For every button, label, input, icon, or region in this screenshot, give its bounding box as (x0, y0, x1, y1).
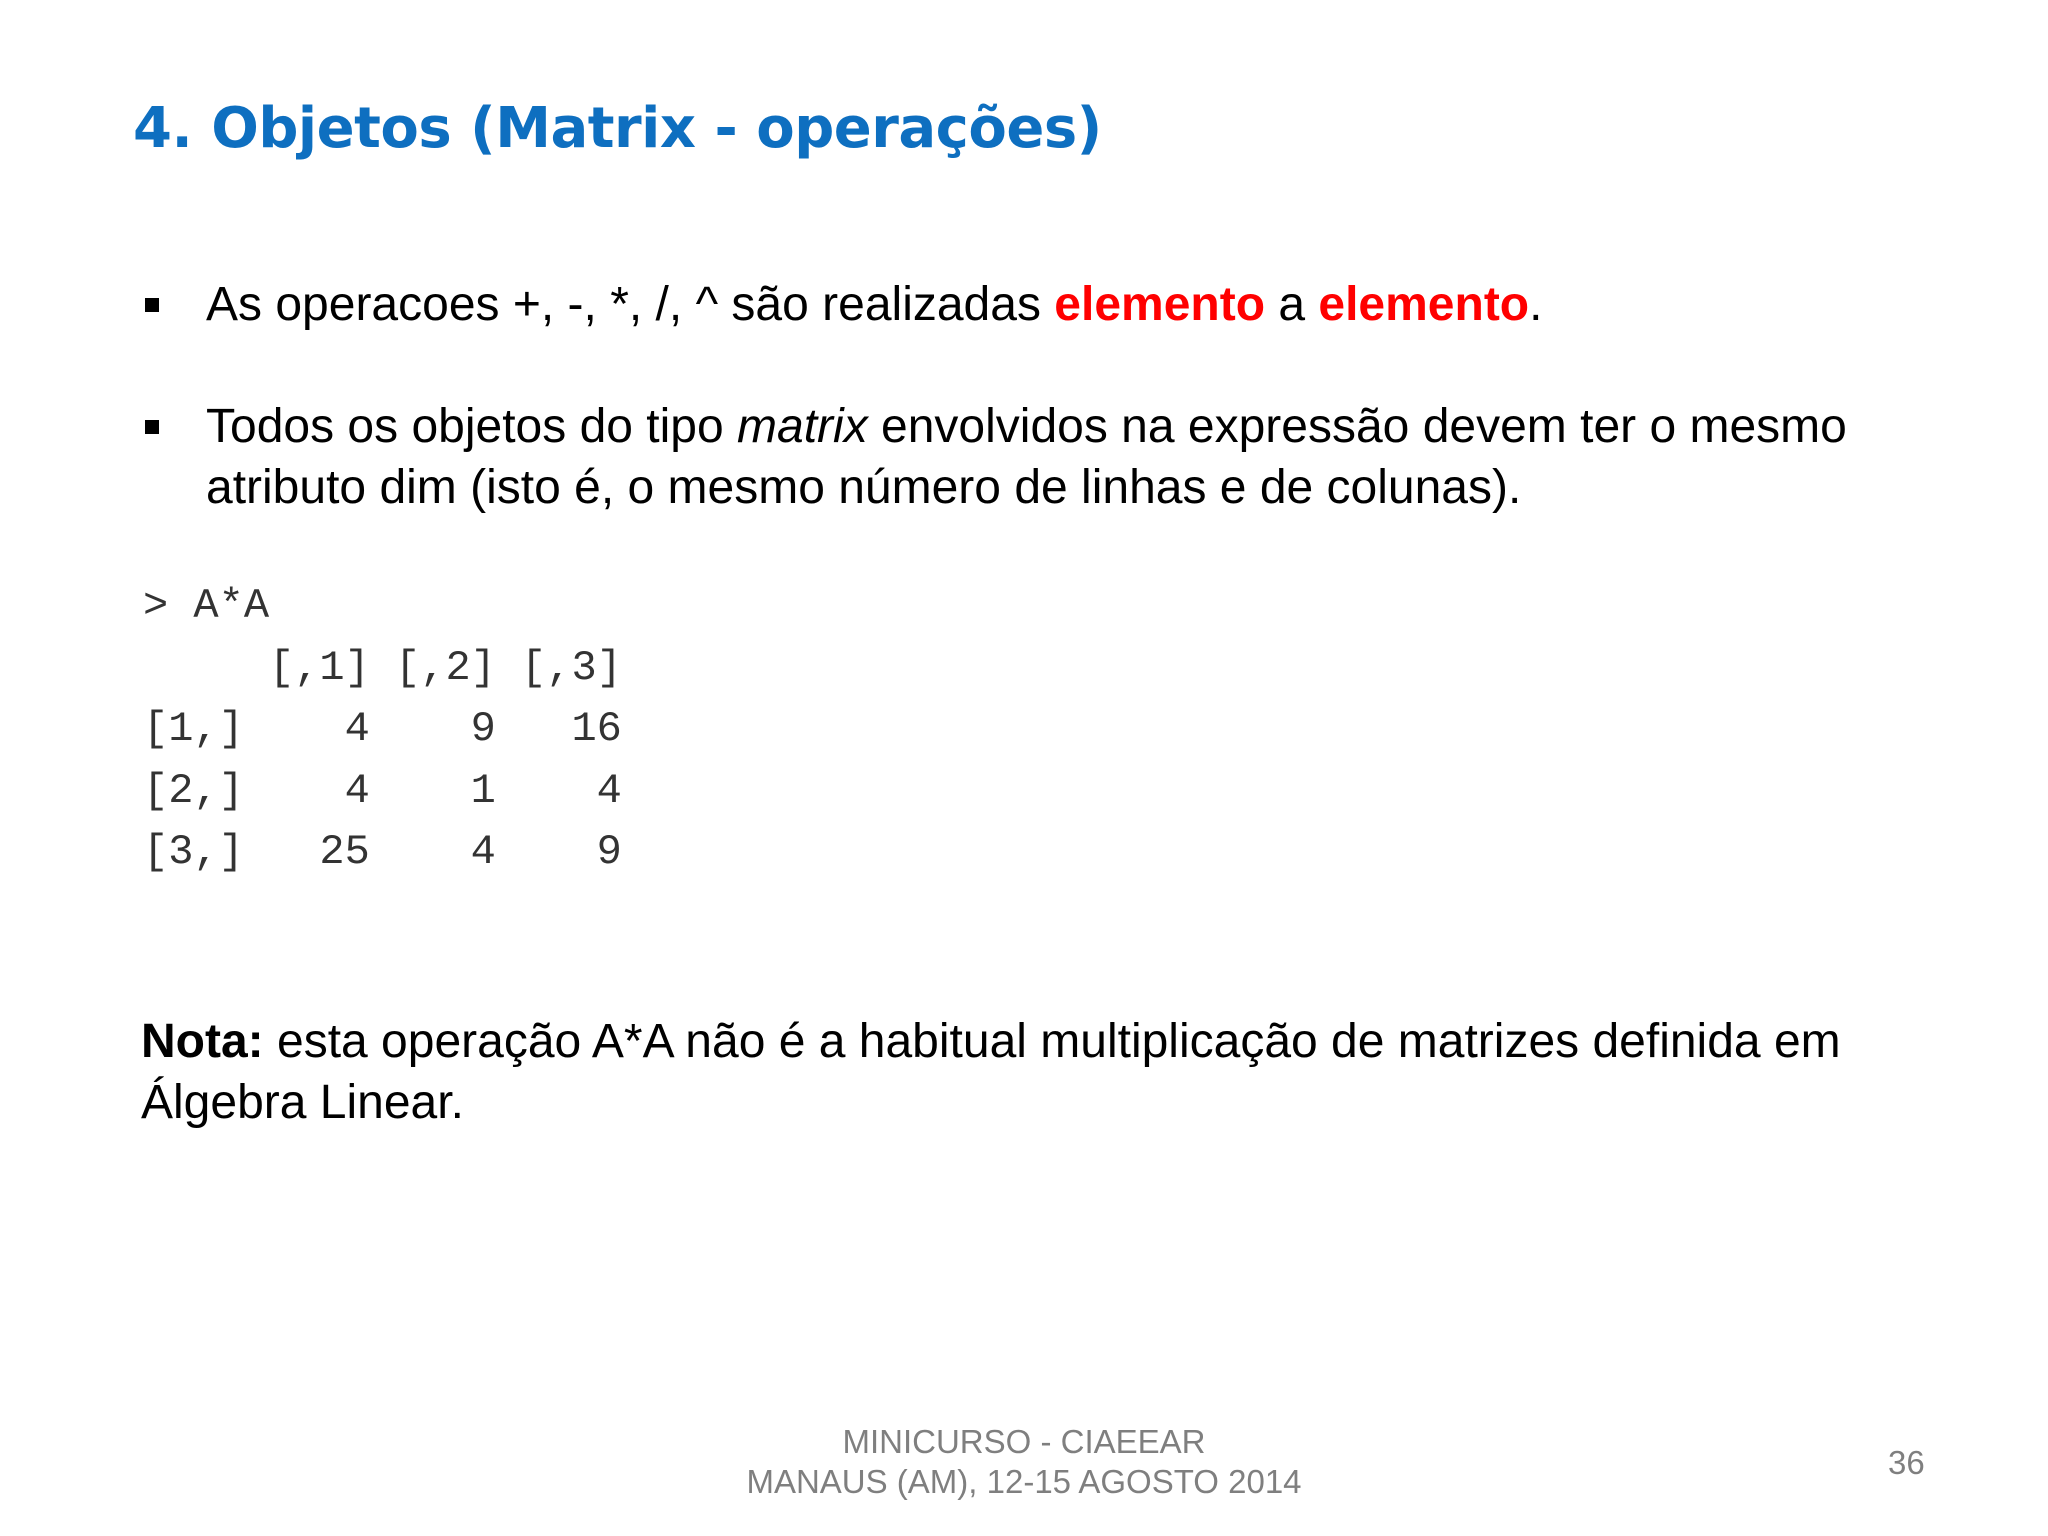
note-text-1: esta operação A*A não é a habitual multiplicação de matrizes definida em (263, 1015, 1841, 1068)
bullet-1-emphasis-2: elemento (1318, 278, 1530, 331)
bullet-square-icon (145, 298, 159, 312)
bullet-2-post: envolvidos na expressão devem ter o mesmo (867, 400, 1847, 453)
bullet-2-line-2: atributo dim (isto é, o mesmo número de linhas e de colunas). (206, 461, 1522, 514)
code-matrix-header: [,1] [,2] [,3] (143, 643, 622, 692)
note-line-1 (141, 1011, 1841, 1072)
footer-line-2: MANAUS (AM), 12-15 AGOSTO 2014 (746, 1463, 1302, 1500)
bullet-1-post: . (1529, 278, 1543, 331)
code-command: > A*A (143, 582, 270, 630)
footer-line-1: MINICURSO - CIAEEAR (842, 1423, 1206, 1460)
slide-footer (624, 1422, 1424, 1502)
bullet-2-italic: matrix (737, 400, 868, 453)
bullet-2-pre: Todos os objetos do tipo (206, 400, 738, 453)
bullet-2-line-1 (206, 396, 1847, 457)
bullet-square-icon (145, 420, 159, 434)
code-matrix-row-1: [1,] 4 9 16 (143, 705, 622, 753)
bullet-text-2 (206, 396, 1847, 518)
bullet-1-emphasis-1: elemento (1054, 278, 1266, 331)
note-line-2: Álgebra Linear. (141, 1076, 464, 1129)
bullet-1-mid: a (1265, 278, 1319, 331)
bullet-1-pre: As operacoes +, -, *, /, ^ são realizadas (206, 278, 1055, 331)
code-matrix-row-3: [3,] 25 4 9 (143, 828, 622, 876)
code-matrix-row-2: [2,] 4 1 4 (143, 766, 622, 815)
bullet-text-1 (206, 274, 1542, 335)
code-block (143, 576, 622, 884)
page-number: 36 (1888, 1444, 1925, 1481)
slide-title: 4. Objetos (Matrix - operações) (133, 96, 1102, 161)
note-label: Nota: (141, 1015, 264, 1068)
note-paragraph (141, 1011, 1841, 1133)
